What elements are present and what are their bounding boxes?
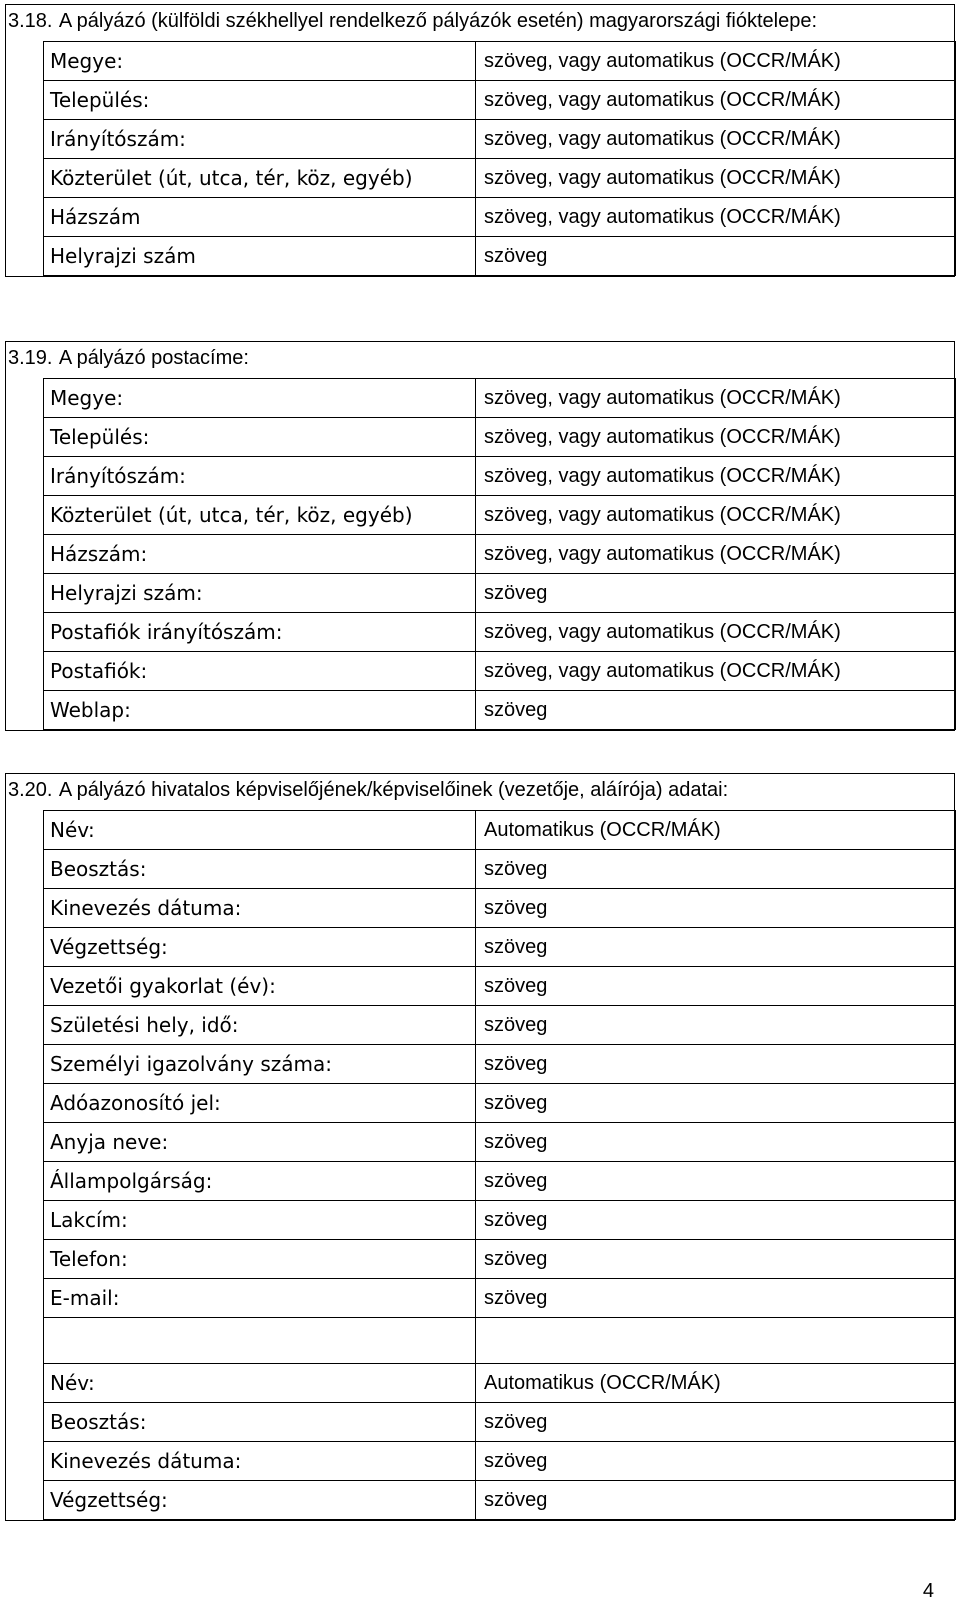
field-value: szöveg <box>476 1240 956 1279</box>
table-row <box>44 1279 956 1318</box>
field-value: szöveg <box>476 1279 956 1318</box>
field-value: szöveg <box>476 1162 956 1201</box>
field-label: Végzettség: <box>44 928 476 967</box>
section-title <box>6 342 954 370</box>
field-value: szöveg <box>476 928 956 967</box>
table-row <box>44 1162 956 1201</box>
field-value: szöveg, vagy automatikus (OCCR/MÁK) <box>476 42 956 81</box>
field-label: Weblap: <box>44 691 476 730</box>
table-row <box>44 418 956 457</box>
table-row <box>44 81 956 120</box>
field-label: Beosztás: <box>44 1403 476 1442</box>
section-table <box>43 378 956 730</box>
field-value: szöveg <box>476 1084 956 1123</box>
field-value: szöveg, vagy automatikus (OCCR/MÁK) <box>476 457 956 496</box>
field-label: Kinevezés dátuma: <box>44 1442 476 1481</box>
section-table <box>43 41 956 276</box>
table-row <box>44 198 956 237</box>
field-value: Automatikus (OCCR/MÁK) <box>476 811 956 850</box>
table-row <box>44 1240 956 1279</box>
table-row <box>44 1045 956 1084</box>
field-label <box>44 1318 476 1364</box>
field-label: Anyja neve: <box>44 1123 476 1162</box>
table-row <box>44 574 956 613</box>
field-value: szöveg, vagy automatikus (OCCR/MÁK) <box>476 198 956 237</box>
table-row <box>44 613 956 652</box>
table-row <box>44 120 956 159</box>
table-row <box>44 1123 956 1162</box>
section-table <box>43 810 956 1520</box>
field-label: Helyrajzi szám: <box>44 574 476 613</box>
field-value: szöveg, vagy automatikus (OCCR/MÁK) <box>476 496 956 535</box>
field-label: Közterület (út, utca, tér, köz, egyéb) <box>44 496 476 535</box>
table-row <box>44 535 956 574</box>
field-value: szöveg <box>476 1403 956 1442</box>
field-label: Település: <box>44 418 476 457</box>
table-row <box>44 1364 956 1403</box>
field-value: szöveg, vagy automatikus (OCCR/MÁK) <box>476 159 956 198</box>
table-row <box>44 1201 956 1240</box>
field-value: szöveg <box>476 237 956 276</box>
field-label: Házszám <box>44 198 476 237</box>
section-title <box>6 5 954 33</box>
page-number: 4 <box>922 1580 934 1602</box>
field-label: Személyi igazolvány száma: <box>44 1045 476 1084</box>
section-title-text: A pályázó (külföldi székhellyel rendelkező pályázók esetén) magyarországi fióktelepe: <box>58 10 818 32</box>
field-value: szöveg <box>476 1006 956 1045</box>
field-label: Kinevezés dátuma: <box>44 889 476 928</box>
field-value: szöveg, vagy automatikus (OCCR/MÁK) <box>476 379 956 418</box>
table-row <box>44 691 956 730</box>
field-value: szöveg <box>476 691 956 730</box>
field-value: szöveg <box>476 1045 956 1084</box>
field-value: szöveg, vagy automatikus (OCCR/MÁK) <box>476 120 956 159</box>
section-title <box>6 774 954 802</box>
field-label: Név: <box>44 811 476 850</box>
table-row <box>44 850 956 889</box>
field-value: szöveg <box>476 574 956 613</box>
field-label: Település: <box>44 81 476 120</box>
table-row <box>44 1006 956 1045</box>
section-3-18 <box>5 4 955 277</box>
section-number: 3.18. <box>8 10 53 32</box>
section-number: 3.19. <box>8 347 53 369</box>
field-value: szöveg <box>476 850 956 889</box>
field-label: Lakcím: <box>44 1201 476 1240</box>
field-label: Megye: <box>44 379 476 418</box>
field-value: szöveg <box>476 1123 956 1162</box>
field-value: szöveg <box>476 889 956 928</box>
table-row <box>44 652 956 691</box>
field-value: Automatikus (OCCR/MÁK) <box>476 1364 956 1403</box>
table-row <box>44 457 956 496</box>
field-label: Állampolgárság: <box>44 1162 476 1201</box>
table-row <box>44 889 956 928</box>
field-label: Postafiók: <box>44 652 476 691</box>
section-number: 3.20. <box>8 779 53 801</box>
field-label: E-mail: <box>44 1279 476 1318</box>
section-3-19 <box>5 341 955 731</box>
table-row <box>44 42 956 81</box>
field-value: szöveg, vagy automatikus (OCCR/MÁK) <box>476 613 956 652</box>
field-label: Irányítószám: <box>44 457 476 496</box>
field-label: Végzettség: <box>44 1481 476 1520</box>
field-label: Születési hely, idő: <box>44 1006 476 1045</box>
field-value: szöveg, vagy automatikus (OCCR/MÁK) <box>476 652 956 691</box>
field-value: szöveg <box>476 1201 956 1240</box>
table-row <box>44 159 956 198</box>
field-value: szöveg <box>476 1481 956 1520</box>
field-value <box>476 1318 956 1364</box>
section-3-20 <box>5 773 955 1521</box>
table-row <box>44 1403 956 1442</box>
field-label: Megye: <box>44 42 476 81</box>
table-row <box>44 379 956 418</box>
table-row <box>44 1481 956 1520</box>
field-label: Név: <box>44 1364 476 1403</box>
field-value: szöveg <box>476 1442 956 1481</box>
field-value: szöveg <box>476 967 956 1006</box>
table-row <box>44 1442 956 1481</box>
field-label: Irányítószám: <box>44 120 476 159</box>
field-label: Beosztás: <box>44 850 476 889</box>
field-label: Házszám: <box>44 535 476 574</box>
table-row <box>44 1084 956 1123</box>
field-label: Vezetői gyakorlat (év): <box>44 967 476 1006</box>
table-row <box>44 496 956 535</box>
table-row <box>44 1318 956 1364</box>
field-label: Telefon: <box>44 1240 476 1279</box>
table-row <box>44 928 956 967</box>
field-label: Helyrajzi szám <box>44 237 476 276</box>
field-value: szöveg, vagy automatikus (OCCR/MÁK) <box>476 81 956 120</box>
field-value: szöveg, vagy automatikus (OCCR/MÁK) <box>476 418 956 457</box>
table-row <box>44 967 956 1006</box>
table-row <box>44 237 956 276</box>
table-row <box>44 811 956 850</box>
section-title-text: A pályázó postacíme: <box>58 347 249 369</box>
field-label: Közterület (út, utca, tér, köz, egyéb) <box>44 159 476 198</box>
section-title-text: A pályázó hivatalos képviselőjének/képviselőinek (vezetője, aláírója) adatai: <box>58 779 729 801</box>
field-label: Postafiók irányítószám: <box>44 613 476 652</box>
field-value: szöveg, vagy automatikus (OCCR/MÁK) <box>476 535 956 574</box>
field-label: Adóazonosító jel: <box>44 1084 476 1123</box>
